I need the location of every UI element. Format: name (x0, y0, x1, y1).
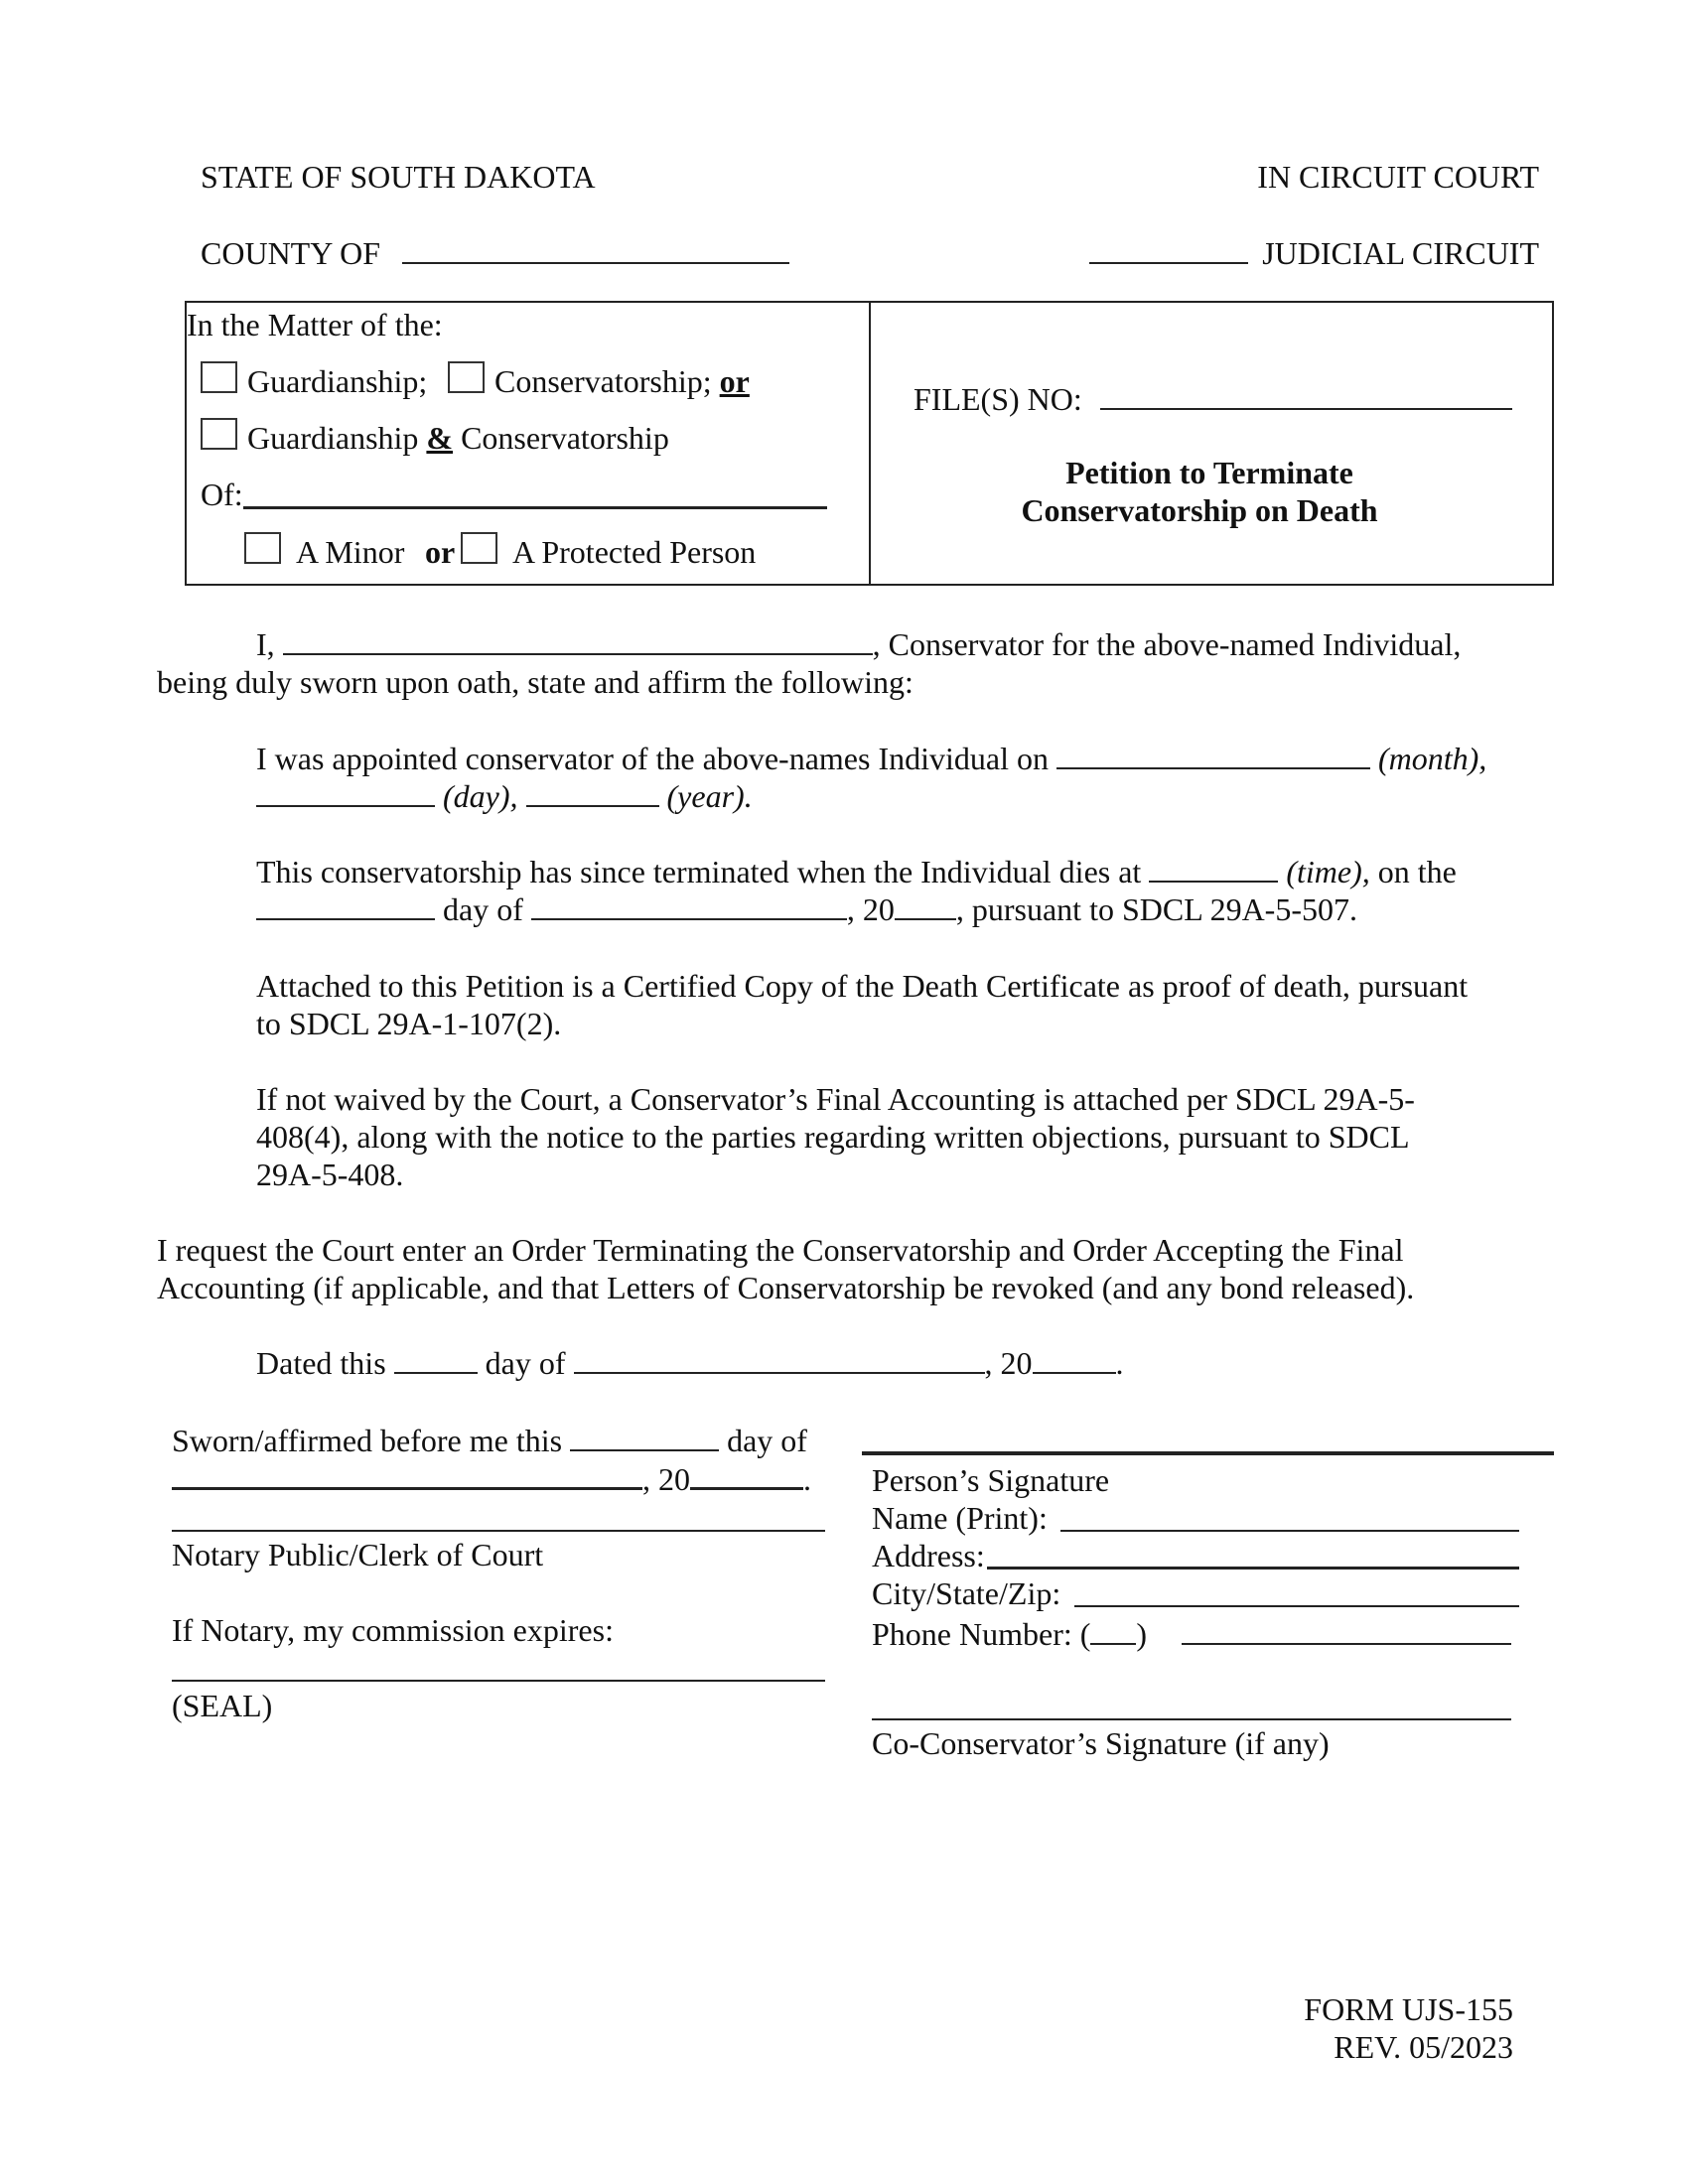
dated-20-text: , 20 (984, 1345, 1033, 1381)
county-row (201, 234, 789, 269)
appointed-text: I was appointed conservator of the above-names Individual on (256, 741, 1049, 776)
death-month-field[interactable] (531, 890, 847, 920)
attached-line1: Attached to this Petition is a Certified Copy of the Death Certificate as proof of death, pursuant (256, 968, 1469, 1004)
guardianship-label: Guardianship; (247, 363, 428, 399)
guardianship2-text: Guardianship (247, 420, 419, 456)
commission-label: If Notary, my commission expires: (172, 1612, 614, 1648)
conservatorship2-text: Conservatorship (461, 420, 669, 456)
request-line1: I request the Court enter an Order Terminating the Conservatorship and Order Accepting the Final (157, 1232, 1404, 1268)
appointed-year-field[interactable] (526, 777, 659, 807)
terminated-line (256, 853, 1457, 890)
form-number: FORM UJS-155 (1304, 1991, 1513, 2027)
sworn-month-field[interactable] (172, 1459, 642, 1490)
sworn-text: Sworn/affirmed before me this (172, 1423, 563, 1458)
dated-year-field[interactable] (1033, 1344, 1116, 1374)
of-name-field[interactable] (243, 506, 827, 509)
conservatorship-text: Conservatorship; (494, 363, 712, 399)
phone-row (872, 1615, 1147, 1650)
i-prefix: I, (256, 626, 275, 662)
notary-signature-line[interactable] (172, 1530, 825, 1532)
guardianship-checkbox[interactable] (201, 361, 237, 393)
address-field[interactable] (987, 1567, 1519, 1570)
notary-label: Notary Public/Clerk of Court (172, 1537, 544, 1572)
terminated-date-line (256, 890, 1357, 928)
guardianship-conservatorship-label (247, 422, 669, 454)
sworn-year-field[interactable] (690, 1459, 803, 1490)
circuit-row (1089, 234, 1539, 269)
co-signature-line[interactable] (872, 1718, 1511, 1720)
of-label: Of: (201, 477, 243, 512)
form-title-line2: Conservatorship on Death (1021, 492, 1378, 528)
appointed-day-field[interactable] (256, 777, 435, 807)
protected-person-checkbox[interactable] (461, 532, 497, 564)
appointed-month-field[interactable] (1056, 740, 1370, 769)
comma-20-text: , 20 (846, 891, 895, 927)
circuit-label: JUDICIAL CIRCUIT (1262, 235, 1539, 271)
appointed-line (256, 740, 1486, 777)
year-text: (year). (666, 778, 753, 814)
conservator-suffix: , Conservator for the above-named Individual, (872, 626, 1462, 662)
conservatorship-label (494, 365, 750, 397)
file-number-row (914, 380, 1512, 415)
on-the-text: on the (1377, 854, 1457, 889)
or-text: or (719, 363, 750, 399)
form-revision: REV. 05/2023 (1334, 2029, 1513, 2065)
name-label: Name (Print): (872, 1500, 1048, 1536)
sworn-period: . (803, 1461, 811, 1497)
minor-checkbox[interactable] (244, 532, 281, 564)
sworn-before-line (172, 1422, 807, 1459)
form-title-line1: Petition to Terminate (1065, 455, 1353, 490)
month-text: (month), (1377, 741, 1487, 776)
dated-day-of-text: day of (485, 1345, 566, 1381)
guardianship-conservatorship-checkbox[interactable] (201, 418, 237, 450)
amp-text: & (426, 420, 454, 456)
dated-line (256, 1344, 1124, 1382)
terminated-text: This conservatorship has since terminated when the Individual dies at (256, 854, 1142, 889)
phone-field[interactable] (1182, 1643, 1511, 1645)
county-field[interactable] (402, 234, 789, 264)
day-of-text: day of (443, 891, 523, 927)
dated-day-field[interactable] (394, 1344, 478, 1374)
pursuant-507-text: , pursuant to SDCL 29A-5-507. (955, 891, 1357, 927)
death-day-field[interactable] (256, 890, 435, 920)
county-label: COUNTY OF (201, 235, 381, 271)
attached-line2: to SDCL 29A-1-107(2). (256, 1006, 562, 1041)
appointed-date-line (256, 777, 753, 815)
conservator-name-line (256, 625, 1461, 663)
sworn-day-field[interactable] (570, 1422, 719, 1451)
persons-signature-label: Person’s Signature (872, 1462, 1110, 1498)
file-number-label: FILE(S) NO: (914, 381, 1082, 417)
or2-text: or (425, 534, 456, 570)
name-field[interactable] (1060, 1530, 1519, 1532)
court-heading: IN CIRCUIT COURT (1257, 159, 1539, 195)
city-field[interactable] (1074, 1605, 1519, 1607)
sworn-date-line (172, 1459, 811, 1498)
seal-label: (SEAL) (172, 1688, 273, 1723)
sworn-day-of-text: day of (727, 1423, 807, 1458)
waived-line1: If not waived by the Court, a Conservator’s Final Accounting is attached per SDCL 29A-5- (256, 1081, 1415, 1117)
commission-line[interactable] (172, 1680, 825, 1682)
phone-label: Phone Number: ( (872, 1616, 1091, 1652)
dated-period: . (1115, 1345, 1124, 1381)
city-label: City/State/Zip: (872, 1575, 1061, 1611)
waived-line3: 29A-5-408. (256, 1157, 404, 1192)
person-signature-line[interactable] (862, 1451, 1554, 1455)
dated-this-text: Dated this (256, 1345, 386, 1381)
death-year-field[interactable] (895, 890, 956, 920)
state-heading: STATE OF SOUTH DAKOTA (201, 159, 596, 195)
phone-close: ) (1136, 1616, 1148, 1652)
conservator-name-field[interactable] (283, 625, 873, 655)
request-line2: Accounting (if applicable, and that Letters of Conservatorship be revoked (and any bond released). (157, 1270, 1415, 1305)
death-time-field[interactable] (1149, 853, 1278, 883)
dated-month-field[interactable] (574, 1344, 985, 1374)
sworn-20-text: , 20 (642, 1461, 690, 1497)
waived-line2: 408(4), along with the notice to the parties regarding written objections, pursuant to SDCL (256, 1119, 1410, 1155)
protected-person-label: A Protected Person (512, 534, 757, 570)
time-text: (time), (1286, 854, 1370, 889)
file-number-field[interactable] (1100, 380, 1512, 410)
conservatorship-checkbox[interactable] (448, 361, 485, 393)
co-signature-label: Co-Conservator’s Signature (if any) (872, 1725, 1330, 1761)
area-code-field[interactable] (1090, 1615, 1136, 1645)
circuit-number-field[interactable] (1089, 234, 1248, 264)
sworn-line: being duly sworn upon oath, state and affirm the following: (157, 664, 914, 700)
day-text: (day), (443, 778, 518, 814)
matter-intro: In the Matter of the: (187, 307, 443, 342)
address-label: Address: (872, 1538, 985, 1573)
minor-label: A Minor (296, 534, 405, 570)
caption-divider (869, 301, 871, 586)
